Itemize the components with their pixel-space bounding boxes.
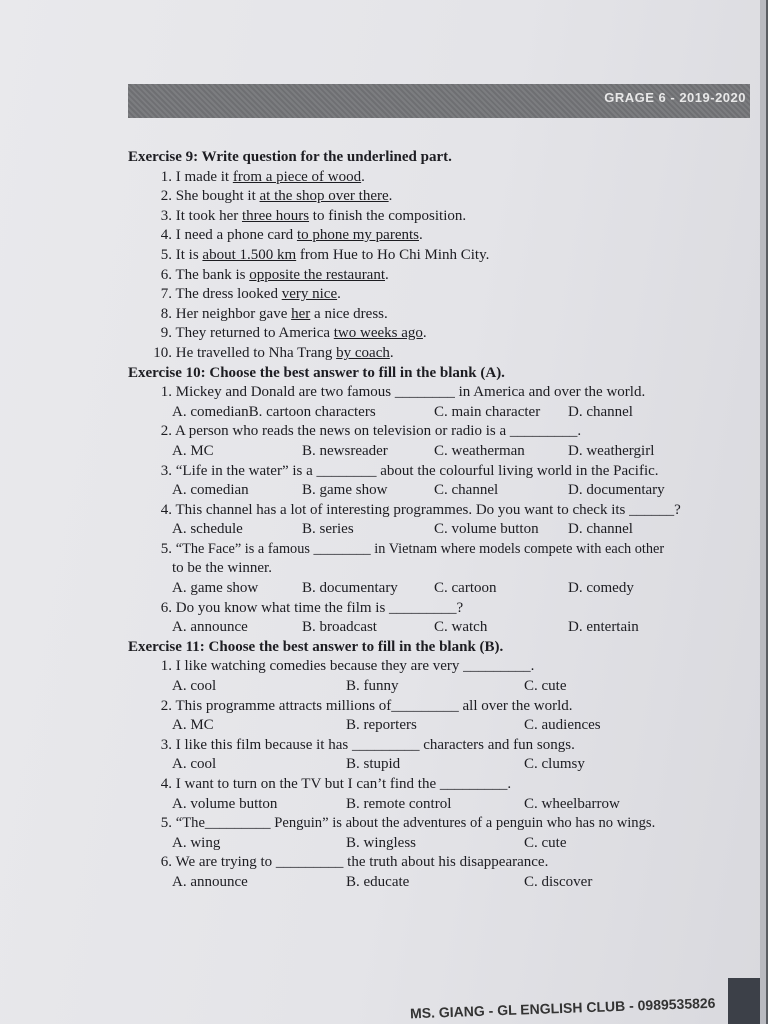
option-a: A. announce: [172, 619, 248, 636]
underlined-part: three hours: [241, 207, 310, 224]
footer-credit: MS. GIANG - GL ENGLISH CLUB - 0989535826: [409, 994, 716, 1022]
underlined-part: about 1.500 km: [202, 246, 297, 263]
ex10-q2: 2. A person who reads the news on television or radio is a _________.: [160, 423, 582, 440]
option-c: C. channel: [434, 482, 499, 499]
ex9-item: 10. He travelled to Nha Trang by coach.: [153, 344, 394, 361]
ex10-q6: 6. Do you know what time the film is _________?: [160, 599, 464, 616]
option-c: C. cute: [524, 678, 567, 695]
ex10-q1-options: [128, 403, 748, 423]
option-d: D. comedy: [568, 580, 634, 597]
option-b: B. wingless: [346, 834, 417, 851]
option-c: C. wheelbarrow: [524, 795, 620, 812]
option-a: A. schedule: [172, 521, 243, 538]
option-b: B. documentary: [302, 580, 398, 597]
question-text: This channel has a lot of interesting programmes. Do you want to check its ______?: [175, 501, 681, 518]
option-c: C. discover: [524, 873, 593, 890]
option-a: A. game show: [172, 580, 259, 597]
ex11-q4: 4. I want to turn on the TV but I can’t find the _________.: [160, 776, 512, 792]
underlined-part: very nice: [281, 286, 338, 303]
ex9-item: 9. They returned to America two weeks ago.: [160, 325, 427, 342]
ex9-item: 6. The bank is opposite the restaurant.: [160, 266, 389, 283]
ex10-q3-options: [128, 481, 748, 501]
ex11-q1-options: [128, 677, 748, 697]
option-d: D. channel: [568, 521, 633, 538]
ex10-q4: 4. This channel has a lot of interesting programmes. Do you want to check its ______?: [160, 501, 681, 518]
option-d: D. weathergirl: [568, 442, 655, 459]
option-a: A. MC: [172, 717, 214, 734]
option-a: A. comedian: [172, 482, 249, 499]
option-c: C. audiences: [524, 717, 601, 734]
question-text: “The Face” is a famous ________ in Vietnam where models compete with each other: [175, 540, 665, 557]
option-c: C. cute: [524, 834, 567, 851]
option-c: C. clumsy: [524, 756, 585, 773]
option-a: A. announce: [172, 873, 248, 890]
ex9-item: 8. Her neighbor gave her a nice dress.: [160, 305, 388, 322]
exercise-11-title: Exercise 11: Choose the best answer to fill in the blank (B).: [128, 638, 504, 655]
ex10-q5-options: [128, 579, 748, 599]
ex11-q3-options: [128, 755, 748, 775]
underlined-part: her: [291, 305, 311, 322]
option-b: B. newsreader: [302, 442, 388, 459]
option-c: C. weatherman: [434, 442, 525, 459]
ex10-q6-options: [128, 618, 748, 638]
question-text: A person who reads the news on television or radio is a _________.: [174, 423, 582, 440]
header-band: [128, 84, 750, 118]
option-a: A. MC: [172, 442, 214, 459]
worksheet-content: [128, 148, 748, 893]
question-text: This programme attracts millions of_________ all over the world.: [175, 697, 573, 714]
option-d: D. documentary: [568, 482, 665, 499]
ex11-q4-options: [128, 795, 748, 815]
option-b: B. reporters: [346, 717, 417, 734]
header-title: GRAGE 6 - 2019-2020: [604, 90, 746, 105]
ex9-item: 7. The dress looked very nice.: [160, 286, 341, 303]
underlined-part: two weeks ago: [333, 325, 423, 342]
ex11-q3: 3. I like this film because it has _________ characters and fun songs.: [160, 736, 575, 753]
ex10-q1: 1. Mickey and Donald are two famous ________ in America and over the world.: [160, 384, 646, 401]
page-edge-tab: [728, 978, 760, 1024]
ex10-q3: 3. “Life in the water” is a ________ about the colourful living world in the Pacific.: [160, 462, 659, 479]
ex9-item: 2. She bought it at the shop over there.: [160, 188, 393, 205]
option-d: D. channel: [568, 403, 633, 420]
ex10-q4-options: [128, 520, 748, 540]
option-b: B. funny: [346, 678, 399, 695]
option-c: C. volume button: [434, 521, 539, 538]
underlined-part: to phone my parents: [296, 227, 419, 244]
option-c: C. watch: [434, 619, 488, 636]
option-a: A. comedianB. cartoon characters: [172, 403, 376, 420]
ex11-q5: 5. “The_________ Penguin” is about the adventures of a penguin who has no wings.: [160, 815, 656, 832]
option-a: A. volume button: [172, 795, 278, 812]
ex9-item: 5. It is about 1.500 km from Hue to Ho Chi Minh City.: [160, 246, 490, 263]
option-b: B. educate: [346, 873, 410, 890]
option-c: C. cartoon: [434, 580, 497, 597]
question-text: We are trying to _________ the truth about his disappearance.: [175, 854, 549, 871]
option-b: B. series: [302, 521, 354, 538]
option-c: C. main character: [434, 403, 541, 420]
ex10-q2-options: [128, 442, 748, 462]
option-b: B. game show: [302, 482, 388, 499]
ex11-q2: 2. This programme attracts millions of_________ all over the world.: [160, 697, 573, 714]
option-b: B. remote control: [346, 795, 452, 812]
ex10-q5: 5. “The Face” is a famous ________ in Vietnam where models compete with each other: [160, 540, 665, 557]
question-text: Mickey and Donald are two famous ________ in America and over the world.: [175, 384, 646, 401]
exercise-10-title: Exercise 10: Choose the best answer to fill in the blank (A).: [128, 364, 505, 381]
exercise-9-list: [128, 168, 748, 364]
underlined-part: opposite the restaurant: [249, 266, 386, 283]
question-text: Do you know what time the film is _________?: [175, 599, 464, 616]
ex10-q5-continued: to be the winner.: [172, 560, 272, 577]
option-b: B. stupid: [346, 756, 401, 773]
question-text: I like this film because it has _________ characters and fun songs.: [175, 736, 575, 753]
ex11-q6: 6. We are trying to _________ the truth about his disappearance.: [160, 854, 549, 871]
ex11-q2-options: [128, 716, 748, 736]
option-a: A. cool: [172, 678, 217, 695]
underlined-part: by coach: [336, 344, 390, 361]
ex9-item: 1. I made it from a piece of wood.: [160, 168, 365, 185]
underlined-part: from a piece of wood: [232, 168, 362, 185]
option-a: A. wing: [172, 834, 221, 851]
question-text: I want to turn on the TV but I can’t find the _________.: [175, 776, 512, 792]
ex11-q6-options: [128, 873, 748, 893]
question-text: “The_________ Penguin” is about the adventures of a penguin who has no wings.: [175, 815, 656, 832]
ex9-item: 4. I need a phone card to phone my parents.: [160, 227, 423, 244]
question-text: “Life in the water” is a ________ about the colourful living world in the Pacific.: [175, 462, 659, 479]
ex9-item: 3. It took her three hours to finish the composition.: [160, 207, 467, 224]
underlined-part: at the shop over there: [259, 188, 389, 205]
option-a: A. cool: [172, 756, 217, 773]
question-text: I like watching comedies because they are very _________.: [175, 658, 535, 675]
ex11-q5-options: [128, 834, 748, 854]
option-d: D. entertain: [568, 619, 639, 636]
exercise-9-title: Exercise 9: Write question for the underlined part.: [128, 149, 452, 165]
option-b: B. broadcast: [302, 619, 377, 636]
ex11-q1: 1. I like watching comedies because they are very _________.: [160, 658, 535, 675]
